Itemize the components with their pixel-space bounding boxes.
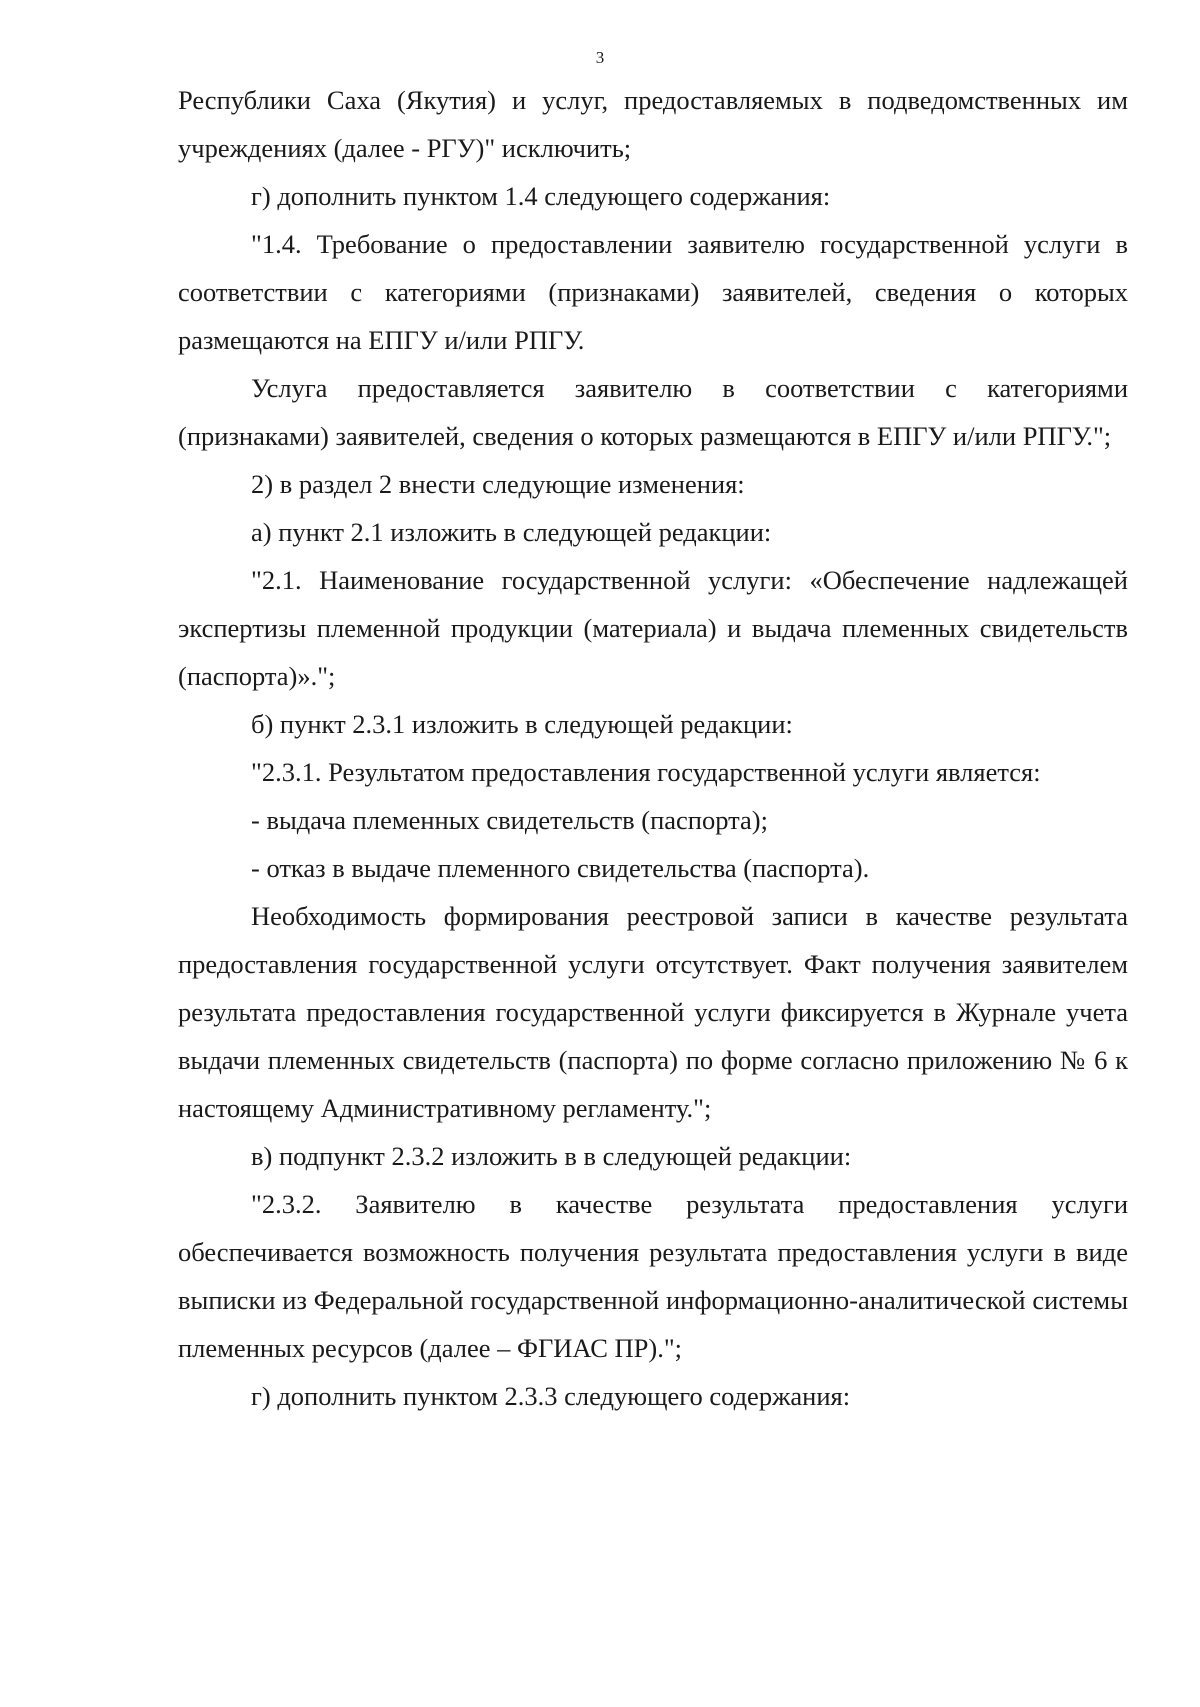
document-body	[178, 76, 1128, 1420]
paragraph-14: "2.3.2. Заявителю в качестве результата предоставления услуги обеспечивается возможность получения результата предоставления услуги в виде выписки из Федеральной государственной информационно-аналитической системы племенных ресурсов (далее – ФГИАС ПР).";	[178, 1189, 1128, 1363]
paragraph-13: в) подпункт 2.3.2 изложить в в следующей редакции:	[251, 1141, 852, 1171]
paragraph-3: "1.4. Требование о предоставлении заявителю государственной услуги в соответствии с категориями (признаками) заявителей, сведения о которых размещаются на ЕПГУ и/или РПГУ.	[178, 229, 1128, 355]
paragraph-1: Республики Саха (Якутия) и услуг, предоставляемых в подведомственных им учреждениях (далее - РГУ)" исключить;	[178, 85, 1128, 163]
paragraph-9: "2.3.1. Результатом предоставления государственной услуги является:	[251, 757, 1041, 787]
paragraph-5: 2) в раздел 2 внести следующие изменения:	[251, 469, 745, 499]
paragraph-2: г) дополнить пунктом 1.4 следующего содержания:	[251, 181, 831, 211]
paragraph-4: Услуга предоставляется заявителю в соответствии с категориями (признаками) заявителей, сведения о которых размещаются в ЕПГУ и/или РПГУ.";	[178, 373, 1128, 451]
paragraph-15: г) дополнить пунктом 2.3.3 следующего содержания:	[251, 1381, 851, 1411]
paragraph-11: - отказ в выдаче племенного свидетельства (паспорта).	[251, 853, 870, 883]
paragraph-6: а) пункт 2.1 изложить в следующей редакции:	[251, 517, 772, 547]
paragraph-12: Необходимость формирования реестровой записи в качестве результата предоставления государственной услуги отсутствует. Факт получения заявителем результата предоставления государственной услуги фиксируется в Журнале учета выдачи племенных свидетельств (паспорта) по форме согласно приложению № 6 к настоящему Административному регламенту.";	[178, 901, 1128, 1123]
paragraph-8: б) пункт 2.3.1 изложить в следующей редакции:	[251, 709, 793, 739]
page-number: 3	[595, 48, 605, 67]
paragraph-7: "2.1. Наименование государственной услуги: «Обеспечение надлежащей экспертизы племенной продукции (материала) и выдача племенных свидетельств (паспорта)».";	[178, 565, 1128, 691]
paragraph-10: - выдача племенных свидетельств (паспорта);	[251, 805, 768, 835]
